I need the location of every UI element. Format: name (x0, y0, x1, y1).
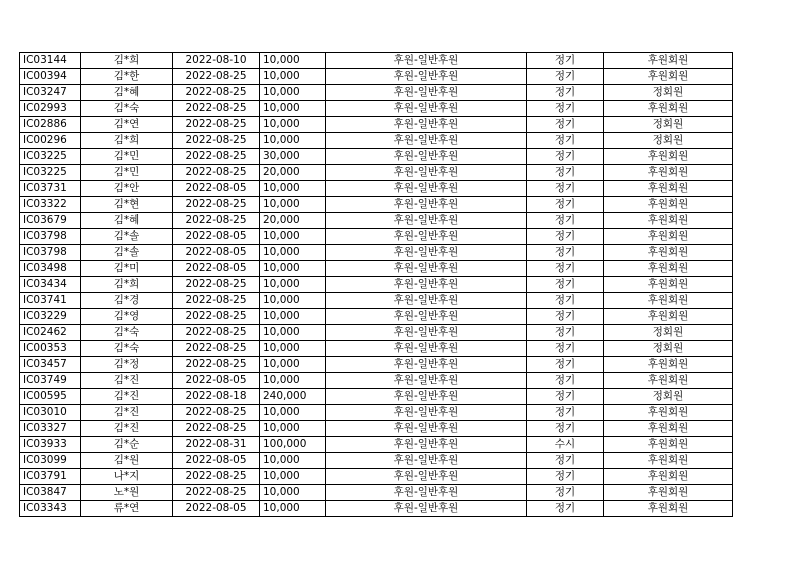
donor-id-cell: IC03798 (20, 245, 81, 261)
member-type-cell: 후원회원 (604, 261, 733, 277)
member-type-cell: 후원회원 (604, 373, 733, 389)
donation-type-cell: 후원-일반후원 (326, 229, 527, 245)
donation-date-cell: 2022-08-25 (173, 101, 260, 117)
member-type-cell: 정회원 (604, 85, 733, 101)
donor-name-cell: 김*진 (81, 405, 173, 421)
member-type-cell: 후원회원 (604, 69, 733, 85)
donor-id-cell: IC03847 (20, 485, 81, 501)
member-type-cell: 후원회원 (604, 197, 733, 213)
member-type-cell: 정회원 (604, 389, 733, 405)
table-row (20, 485, 733, 501)
member-type-cell: 후원회원 (604, 165, 733, 181)
donation-date-cell: 2022-08-25 (173, 69, 260, 85)
table-row (20, 117, 733, 133)
donation-frequency-cell: 정기 (527, 453, 604, 469)
donation-type-cell: 후원-일반후원 (326, 389, 527, 405)
donation-type-cell: 후원-일반후원 (326, 117, 527, 133)
table-row (20, 181, 733, 197)
member-type-cell: 후원회원 (604, 213, 733, 229)
donation-frequency-cell: 정기 (527, 229, 604, 245)
donor-id-cell: IC03099 (20, 453, 81, 469)
donor-name-cell: 김*연 (81, 117, 173, 133)
donor-id-cell: IC03327 (20, 421, 81, 437)
donor-name-cell: 김*희 (81, 133, 173, 149)
donor-id-cell: IC03741 (20, 293, 81, 309)
donor-name-cell: 김*현 (81, 197, 173, 213)
donation-date-cell: 2022-08-31 (173, 437, 260, 453)
donation-date-cell: 2022-08-25 (173, 165, 260, 181)
donor-id-cell: IC03933 (20, 437, 81, 453)
table-row (20, 53, 733, 69)
donor-name-cell: 류*연 (81, 501, 173, 517)
donation-date-cell: 2022-08-25 (173, 309, 260, 325)
member-type-cell: 후원회원 (604, 453, 733, 469)
member-type-cell: 후원회원 (604, 181, 733, 197)
donation-frequency-cell: 정기 (527, 421, 604, 437)
table-row (20, 373, 733, 389)
donation-frequency-cell: 정기 (527, 117, 604, 133)
donation-frequency-cell: 정기 (527, 277, 604, 293)
donor-id-cell: IC03343 (20, 501, 81, 517)
donor-name-cell: 김*희 (81, 277, 173, 293)
donor-id-cell: IC03731 (20, 181, 81, 197)
donation-amount-cell: 240,000 (260, 389, 326, 405)
donation-date-cell: 2022-08-25 (173, 133, 260, 149)
donation-frequency-cell: 정기 (527, 341, 604, 357)
donor-id-cell: IC03498 (20, 261, 81, 277)
donor-id-cell: IC03322 (20, 197, 81, 213)
donation-date-cell: 2022-08-25 (173, 469, 260, 485)
donation-type-cell: 후원-일반후원 (326, 245, 527, 261)
donor-id-cell: IC03434 (20, 277, 81, 293)
table-row (20, 277, 733, 293)
donation-amount-cell: 10,000 (260, 357, 326, 373)
donor-id-cell: IC03798 (20, 229, 81, 245)
donation-date-cell: 2022-08-05 (173, 373, 260, 389)
donation-frequency-cell: 정기 (527, 213, 604, 229)
member-type-cell: 후원회원 (604, 229, 733, 245)
donation-frequency-cell: 정기 (527, 405, 604, 421)
donation-type-cell: 후원-일반후원 (326, 469, 527, 485)
donor-id-cell: IC03457 (20, 357, 81, 373)
table-row (20, 469, 733, 485)
donation-frequency-cell: 정기 (527, 69, 604, 85)
donation-amount-cell: 10,000 (260, 261, 326, 277)
donation-table-body (20, 53, 733, 517)
donation-frequency-cell: 정기 (527, 469, 604, 485)
donation-amount-cell: 10,000 (260, 101, 326, 117)
donation-date-cell: 2022-08-10 (173, 53, 260, 69)
donor-id-cell: IC03144 (20, 53, 81, 69)
table-row (20, 149, 733, 165)
donation-date-cell: 2022-08-25 (173, 197, 260, 213)
donation-type-cell: 후원-일반후원 (326, 53, 527, 69)
donation-frequency-cell: 정기 (527, 389, 604, 405)
donation-amount-cell: 10,000 (260, 453, 326, 469)
table-row (20, 501, 733, 517)
donation-date-cell: 2022-08-25 (173, 213, 260, 229)
donation-type-cell: 후원-일반후원 (326, 421, 527, 437)
table-row (20, 101, 733, 117)
table-row (20, 357, 733, 373)
donation-type-cell: 후원-일반후원 (326, 85, 527, 101)
donation-date-cell: 2022-08-25 (173, 325, 260, 341)
donation-type-cell: 후원-일반후원 (326, 325, 527, 341)
donor-id-cell: IC03749 (20, 373, 81, 389)
donor-id-cell: IC03247 (20, 85, 81, 101)
donation-amount-cell: 10,000 (260, 485, 326, 501)
table-row (20, 453, 733, 469)
donation-amount-cell: 10,000 (260, 277, 326, 293)
donor-id-cell: IC02462 (20, 325, 81, 341)
member-type-cell: 후원회원 (604, 437, 733, 453)
table-row (20, 421, 733, 437)
donation-type-cell: 후원-일반후원 (326, 501, 527, 517)
donation-type-cell: 후원-일반후원 (326, 69, 527, 85)
donation-date-cell: 2022-08-25 (173, 277, 260, 293)
member-type-cell: 정회원 (604, 341, 733, 357)
donation-date-cell: 2022-08-05 (173, 229, 260, 245)
donation-frequency-cell: 정기 (527, 245, 604, 261)
donor-name-cell: 김*한 (81, 69, 173, 85)
donor-id-cell: IC03791 (20, 469, 81, 485)
donor-name-cell: 김*숙 (81, 325, 173, 341)
table-row (20, 197, 733, 213)
donor-id-cell: IC02886 (20, 117, 81, 133)
member-type-cell: 후원회원 (604, 485, 733, 501)
donor-name-cell: 김*원 (81, 453, 173, 469)
donation-table (19, 52, 733, 517)
donation-type-cell: 후원-일반후원 (326, 213, 527, 229)
donation-frequency-cell: 정기 (527, 101, 604, 117)
donation-type-cell: 후원-일반후원 (326, 485, 527, 501)
donation-type-cell: 후원-일반후원 (326, 149, 527, 165)
donor-id-cell: IC03225 (20, 149, 81, 165)
donation-amount-cell: 10,000 (260, 53, 326, 69)
donation-amount-cell: 10,000 (260, 341, 326, 357)
donation-amount-cell: 10,000 (260, 69, 326, 85)
donor-name-cell: 김*희 (81, 53, 173, 69)
donation-type-cell: 후원-일반후원 (326, 437, 527, 453)
member-type-cell: 후원회원 (604, 357, 733, 373)
donation-date-cell: 2022-08-25 (173, 357, 260, 373)
donor-name-cell: 김*민 (81, 165, 173, 181)
donation-frequency-cell: 정기 (527, 165, 604, 181)
donation-frequency-cell: 정기 (527, 373, 604, 389)
donation-type-cell: 후원-일반후원 (326, 373, 527, 389)
donor-name-cell: 김*순 (81, 437, 173, 453)
table-row (20, 341, 733, 357)
donation-amount-cell: 10,000 (260, 181, 326, 197)
donation-frequency-cell: 정기 (527, 133, 604, 149)
donation-type-cell: 후원-일반후원 (326, 357, 527, 373)
donation-type-cell: 후원-일반후원 (326, 293, 527, 309)
member-type-cell: 정회원 (604, 325, 733, 341)
donor-id-cell: IC03010 (20, 405, 81, 421)
donor-name-cell: 김*혜 (81, 213, 173, 229)
donation-amount-cell: 20,000 (260, 165, 326, 181)
donation-frequency-cell: 정기 (527, 261, 604, 277)
donation-amount-cell: 10,000 (260, 229, 326, 245)
table-row (20, 309, 733, 325)
member-type-cell: 후원회원 (604, 149, 733, 165)
donation-frequency-cell: 정기 (527, 325, 604, 341)
member-type-cell: 정회원 (604, 133, 733, 149)
table-row (20, 293, 733, 309)
donation-amount-cell: 10,000 (260, 469, 326, 485)
donor-name-cell: 노*원 (81, 485, 173, 501)
donation-date-cell: 2022-08-05 (173, 181, 260, 197)
donation-date-cell: 2022-08-18 (173, 389, 260, 405)
donation-type-cell: 후원-일반후원 (326, 277, 527, 293)
donation-frequency-cell: 정기 (527, 197, 604, 213)
donation-frequency-cell: 정기 (527, 357, 604, 373)
donation-date-cell: 2022-08-25 (173, 149, 260, 165)
member-type-cell: 후원회원 (604, 501, 733, 517)
member-type-cell: 정회원 (604, 117, 733, 133)
member-type-cell: 후원회원 (604, 421, 733, 437)
donor-name-cell: 김*안 (81, 181, 173, 197)
donor-id-cell: IC00595 (20, 389, 81, 405)
donation-type-cell: 후원-일반후원 (326, 453, 527, 469)
donation-type-cell: 후원-일반후원 (326, 341, 527, 357)
donation-type-cell: 후원-일반후원 (326, 165, 527, 181)
donation-amount-cell: 10,000 (260, 293, 326, 309)
donation-amount-cell: 10,000 (260, 85, 326, 101)
donation-frequency-cell: 정기 (527, 485, 604, 501)
donation-date-cell: 2022-08-05 (173, 501, 260, 517)
table-row (20, 405, 733, 421)
donation-frequency-cell: 정기 (527, 149, 604, 165)
donation-type-cell: 후원-일반후원 (326, 261, 527, 277)
donation-type-cell: 후원-일반후원 (326, 181, 527, 197)
donation-frequency-cell: 정기 (527, 181, 604, 197)
donation-date-cell: 2022-08-25 (173, 293, 260, 309)
donation-amount-cell: 10,000 (260, 325, 326, 341)
donation-frequency-cell: 정기 (527, 293, 604, 309)
member-type-cell: 후원회원 (604, 101, 733, 117)
donation-amount-cell: 10,000 (260, 405, 326, 421)
donation-type-cell: 후원-일반후원 (326, 309, 527, 325)
donation-amount-cell: 100,000 (260, 437, 326, 453)
donation-date-cell: 2022-08-25 (173, 341, 260, 357)
donation-amount-cell: 30,000 (260, 149, 326, 165)
donor-id-cell: IC00296 (20, 133, 81, 149)
donation-date-cell: 2022-08-25 (173, 85, 260, 101)
donation-amount-cell: 10,000 (260, 373, 326, 389)
member-type-cell: 후원회원 (604, 293, 733, 309)
donor-name-cell: 김*경 (81, 293, 173, 309)
donor-name-cell: 나*지 (81, 469, 173, 485)
donation-date-cell: 2022-08-05 (173, 261, 260, 277)
table-row (20, 245, 733, 261)
member-type-cell: 후원회원 (604, 245, 733, 261)
member-type-cell: 후원회원 (604, 405, 733, 421)
donation-amount-cell: 10,000 (260, 501, 326, 517)
donor-id-cell: IC02993 (20, 101, 81, 117)
donation-amount-cell: 20,000 (260, 213, 326, 229)
table-row (20, 69, 733, 85)
table-row (20, 261, 733, 277)
donor-name-cell: 김*솔 (81, 245, 173, 261)
donor-id-cell: IC03229 (20, 309, 81, 325)
donation-amount-cell: 10,000 (260, 117, 326, 133)
donation-amount-cell: 10,000 (260, 245, 326, 261)
member-type-cell: 후원회원 (604, 277, 733, 293)
donation-frequency-cell: 정기 (527, 309, 604, 325)
member-type-cell: 후원회원 (604, 309, 733, 325)
donor-id-cell: IC03679 (20, 213, 81, 229)
donor-name-cell: 김*정 (81, 357, 173, 373)
donation-type-cell: 후원-일반후원 (326, 405, 527, 421)
donor-name-cell: 김*진 (81, 373, 173, 389)
donation-date-cell: 2022-08-05 (173, 453, 260, 469)
donor-id-cell: IC00394 (20, 69, 81, 85)
donation-frequency-cell: 정기 (527, 501, 604, 517)
donation-frequency-cell: 수시 (527, 437, 604, 453)
table-row (20, 229, 733, 245)
donation-date-cell: 2022-08-25 (173, 421, 260, 437)
member-type-cell: 후원회원 (604, 469, 733, 485)
donation-type-cell: 후원-일반후원 (326, 197, 527, 213)
donation-amount-cell: 10,000 (260, 133, 326, 149)
donation-frequency-cell: 정기 (527, 85, 604, 101)
donation-amount-cell: 10,000 (260, 421, 326, 437)
member-type-cell: 후원회원 (604, 53, 733, 69)
donation-date-cell: 2022-08-25 (173, 117, 260, 133)
donation-date-cell: 2022-08-25 (173, 405, 260, 421)
donor-id-cell: IC00353 (20, 341, 81, 357)
table-row (20, 85, 733, 101)
donor-name-cell: 김*숙 (81, 341, 173, 357)
donor-id-cell: IC03225 (20, 165, 81, 181)
table-row (20, 165, 733, 181)
donor-name-cell: 김*숙 (81, 101, 173, 117)
table-row (20, 213, 733, 229)
table-row (20, 437, 733, 453)
donor-name-cell: 김*혜 (81, 85, 173, 101)
donor-name-cell: 김*민 (81, 149, 173, 165)
table-row (20, 389, 733, 405)
donor-name-cell: 김*진 (81, 421, 173, 437)
donation-amount-cell: 10,000 (260, 309, 326, 325)
donor-name-cell: 김*영 (81, 309, 173, 325)
donation-date-cell: 2022-08-25 (173, 485, 260, 501)
donor-name-cell: 김*진 (81, 389, 173, 405)
table-row (20, 133, 733, 149)
donation-type-cell: 후원-일반후원 (326, 133, 527, 149)
donation-amount-cell: 10,000 (260, 197, 326, 213)
donor-name-cell: 김*솔 (81, 229, 173, 245)
donor-name-cell: 김*미 (81, 261, 173, 277)
table-row (20, 325, 733, 341)
donation-frequency-cell: 정기 (527, 53, 604, 69)
donation-date-cell: 2022-08-05 (173, 245, 260, 261)
donation-type-cell: 후원-일반후원 (326, 101, 527, 117)
